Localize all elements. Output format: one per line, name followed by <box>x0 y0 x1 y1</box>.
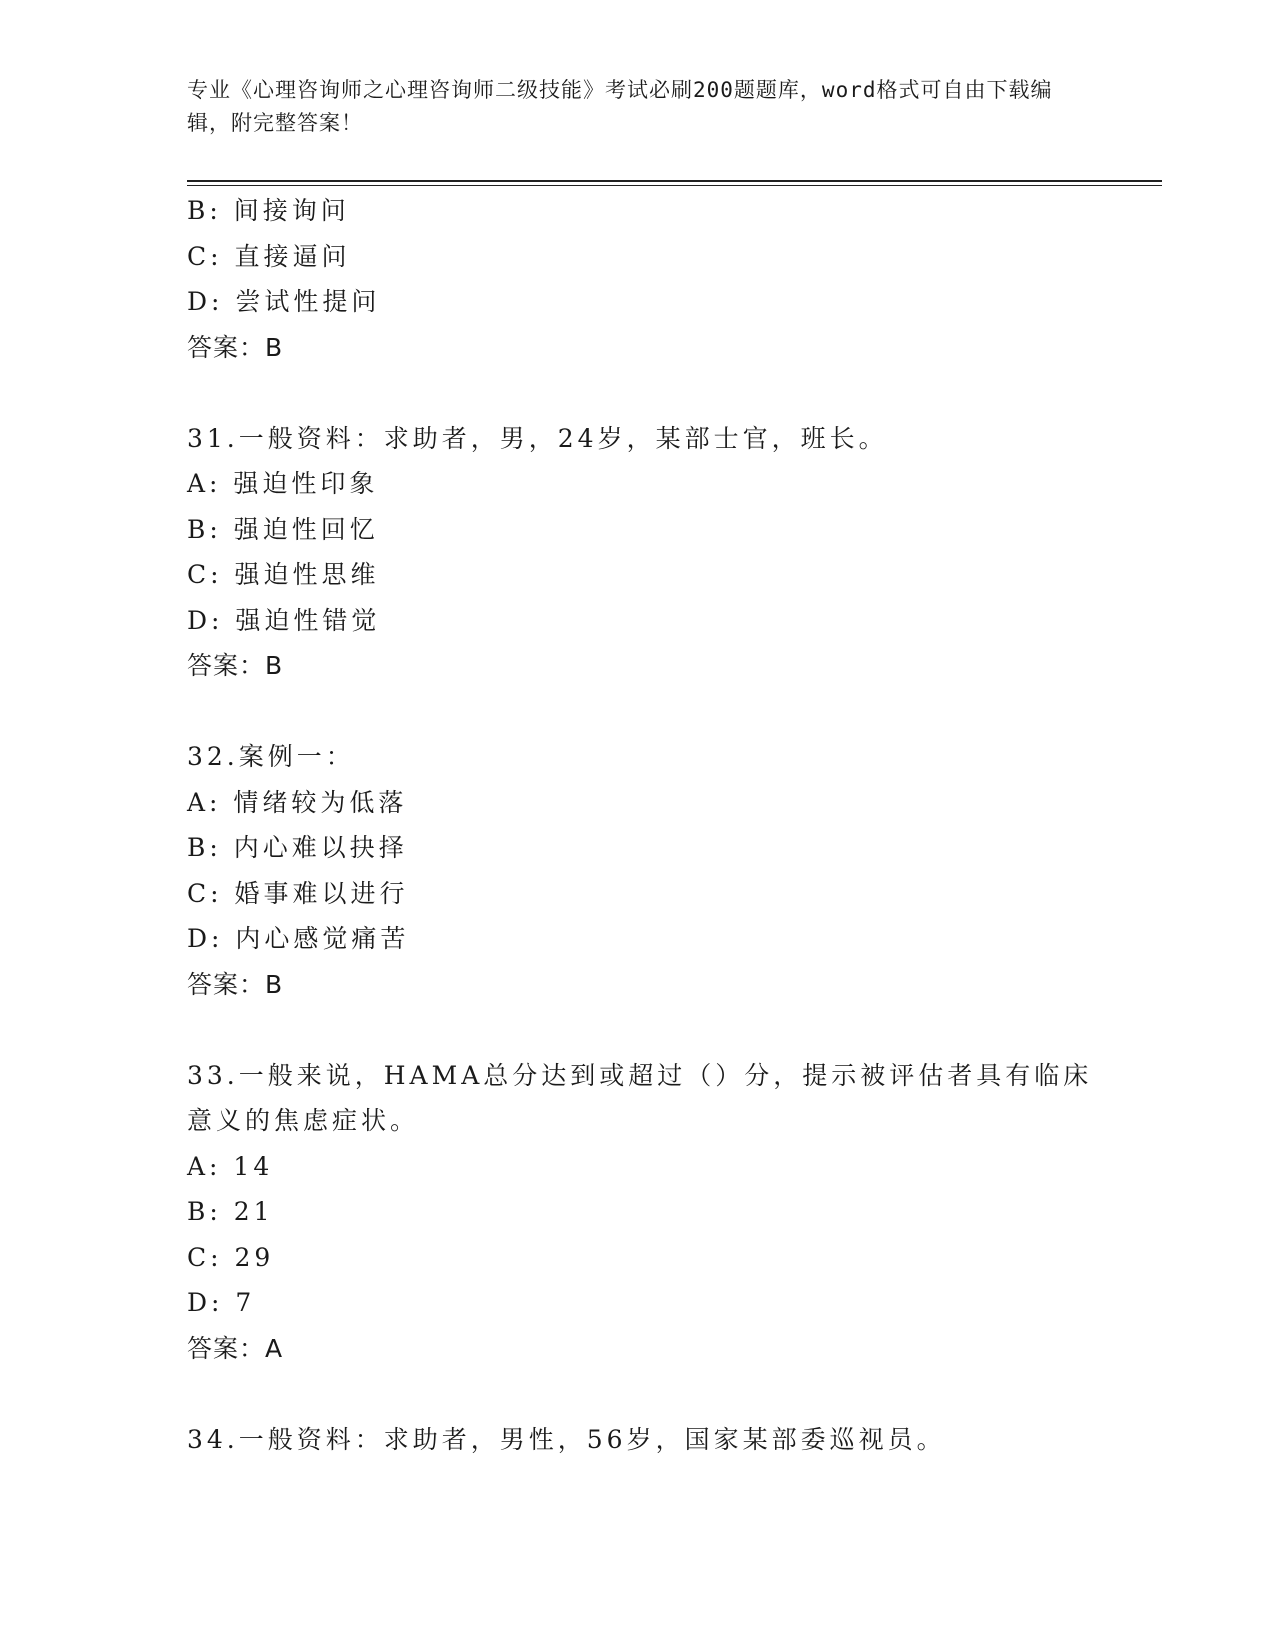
answer-line: 答案：B <box>187 651 284 680</box>
question-title: 33.一般来说，HAMA总分达到或超过（）分，提示被评估者具有临床意义的焦虑症状。 <box>187 1060 1093 1135</box>
option-a: A: 14 <box>187 1151 274 1181</box>
question-title: 32.案例一： <box>187 742 355 771</box>
option-c: C: 婚事难以进行 <box>187 878 409 908</box>
option-b: B: 内心难以抉择 <box>187 833 408 862</box>
question-32 <box>187 734 1162 1007</box>
answer-line: 答案：B <box>187 969 284 999</box>
header-rule-thin <box>187 185 1162 186</box>
answer-line: 答案：A <box>187 1333 284 1363</box>
option-a: A: 强迫性印象 <box>187 469 379 498</box>
question-title: 34.一般资料：求助者，男性，56岁，国家某部委巡视员。 <box>187 1424 946 1454</box>
question-list <box>187 188 1162 1462</box>
question-34 <box>187 1417 1162 1463</box>
question-31 <box>187 416 1162 689</box>
option-c: C: 强迫性思维 <box>187 560 380 589</box>
option-b: B: 21 <box>187 1197 274 1226</box>
option-b: B: 强迫性回忆 <box>187 514 379 544</box>
option-d: D: 尝试性提问 <box>187 287 381 316</box>
option-c: C: 29 <box>187 1242 275 1272</box>
option-d: D: 7 <box>187 1288 256 1317</box>
header-rule-thick <box>187 180 1162 182</box>
option-b: B: 间接询问 <box>187 196 350 225</box>
carry-over-block <box>187 188 1162 370</box>
question-33 <box>187 1053 1162 1372</box>
question-title: 31.一般资料：求助者，男，24岁，某部士官，班长。 <box>187 423 888 453</box>
option-d: D: 强迫性错觉 <box>187 605 381 635</box>
answer-line: 答案：B <box>187 332 284 362</box>
option-d: D: 内心感觉痛苦 <box>187 924 410 953</box>
option-c: C: 直接逼问 <box>187 241 351 271</box>
option-a: A: 情绪较为低落 <box>187 787 408 817</box>
page-header: 专业《心理咨询师之心理咨询师二级技能》考试必刷200题题库，word格式可自由下载编辑，附完整答案！ <box>187 78 1053 135</box>
